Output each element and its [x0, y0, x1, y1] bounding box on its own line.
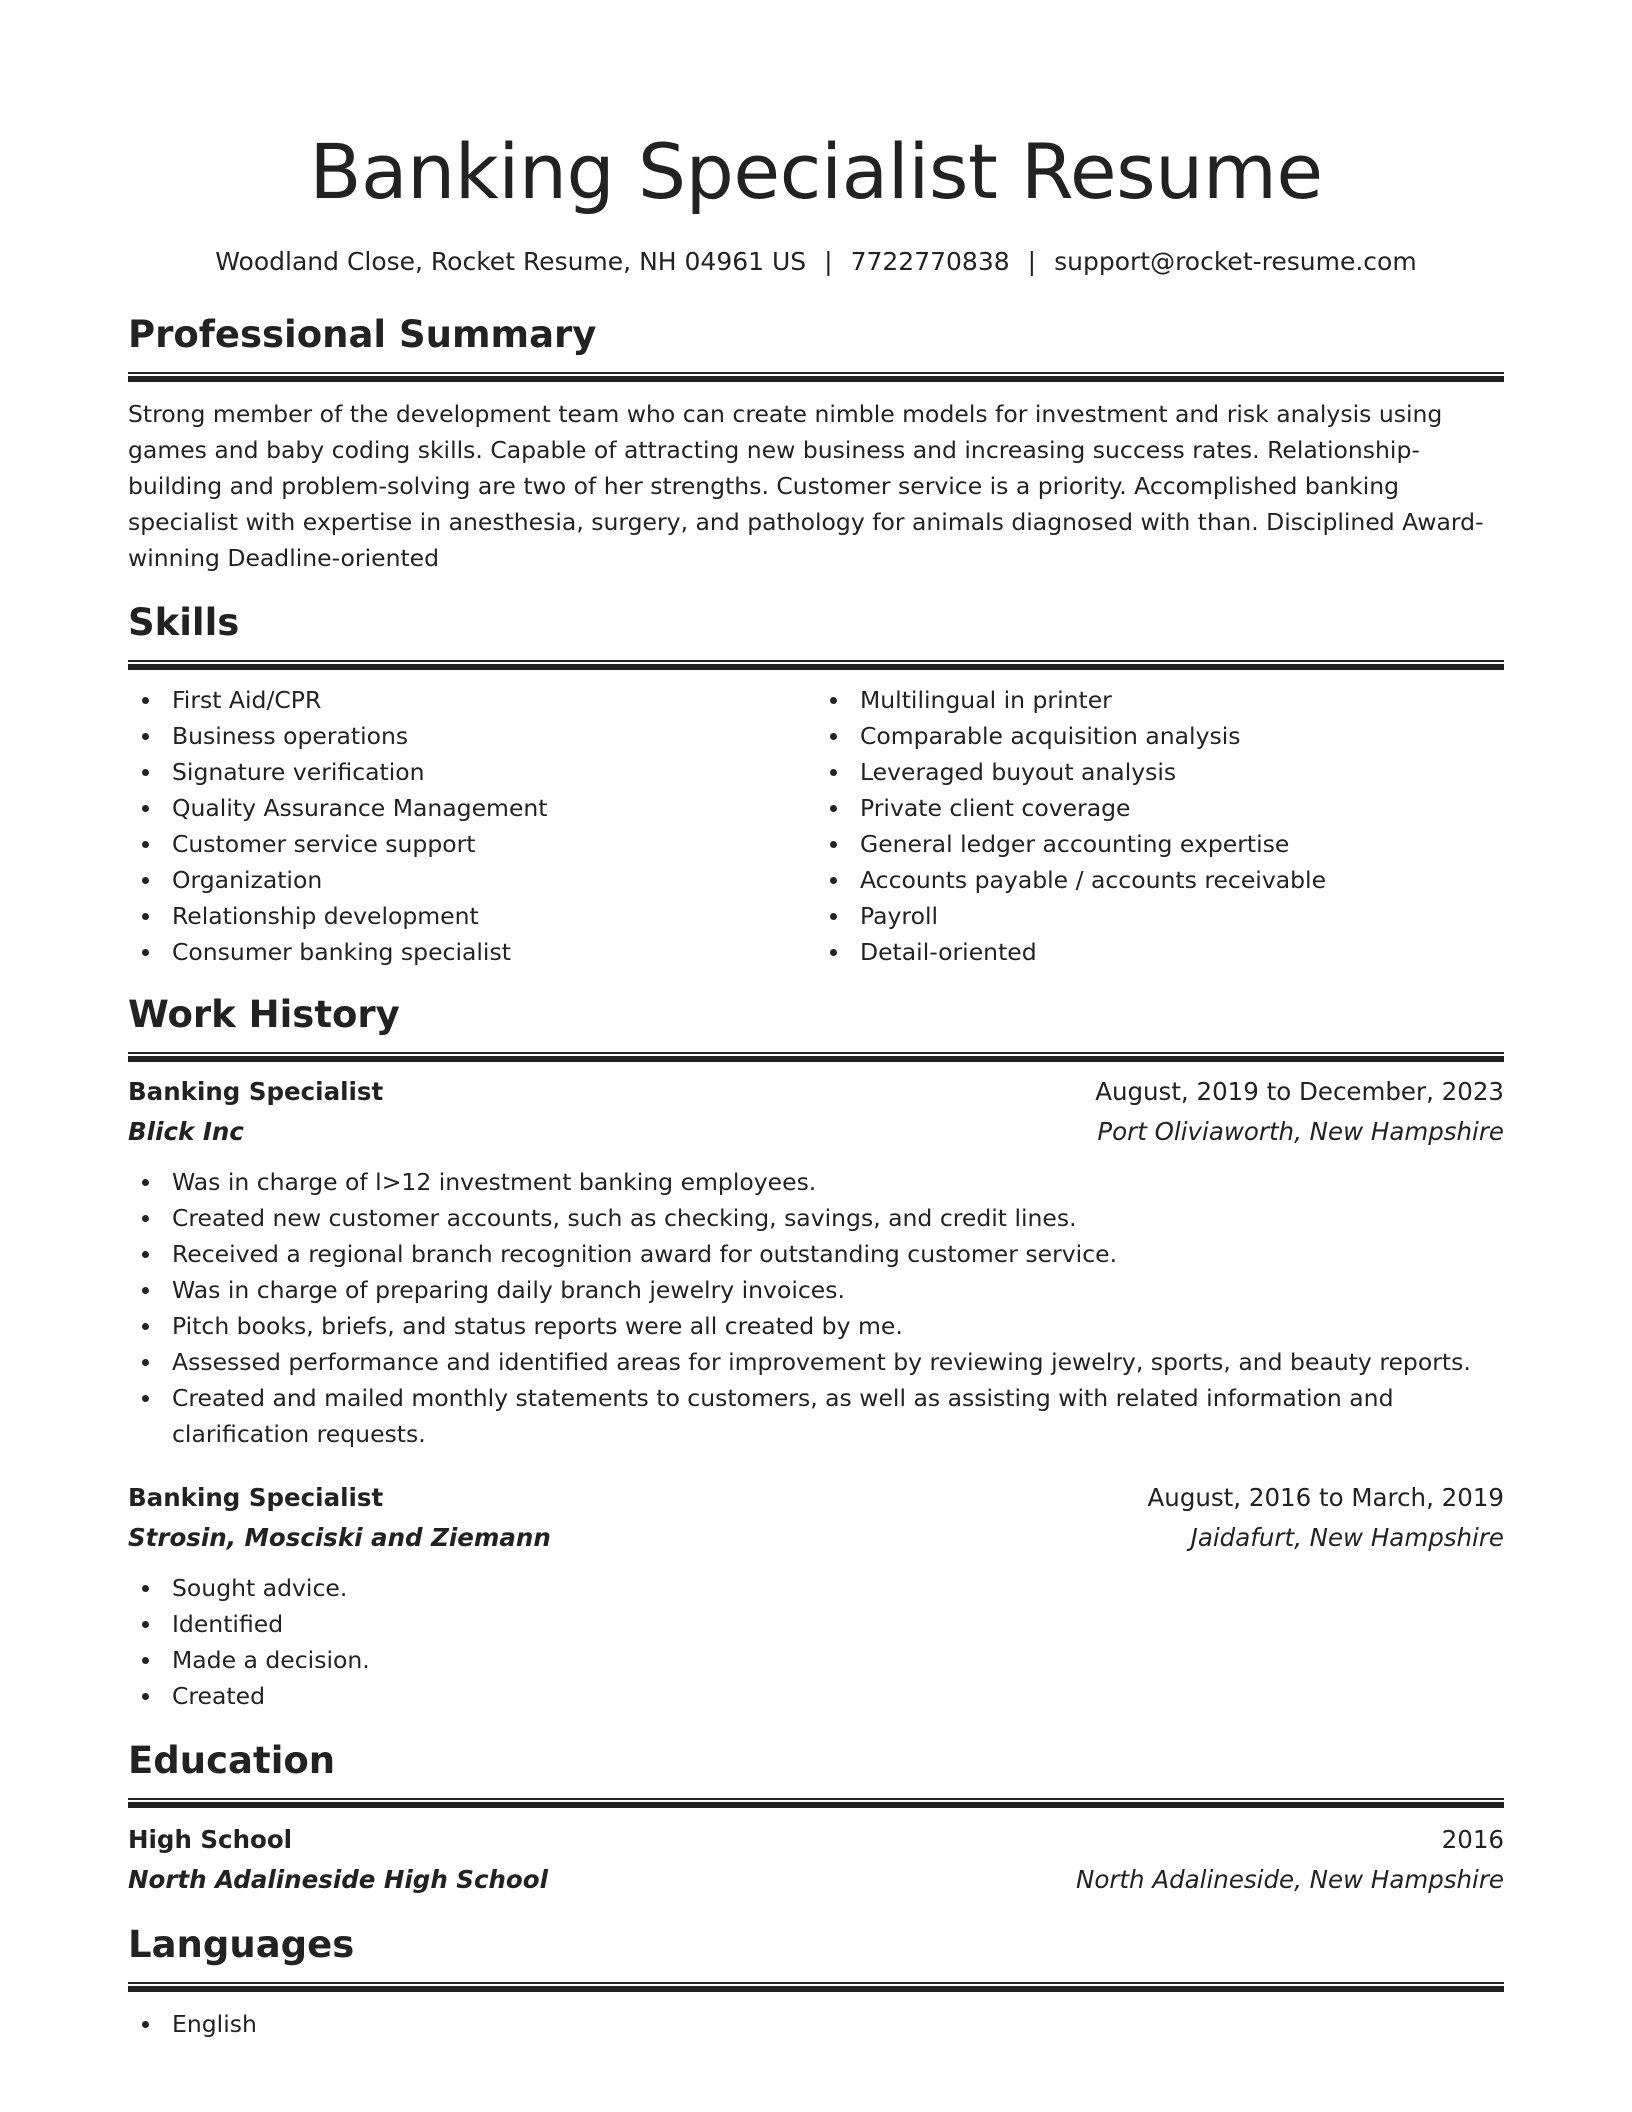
section-divider — [128, 660, 1504, 670]
education-location: North Adalineside, New Hampshire — [1076, 1865, 1504, 1894]
summary-section — [128, 310, 1504, 576]
skills-right-list — [816, 682, 1504, 970]
job-dates: August, 2016 to March, 2019 — [1147, 1483, 1504, 1512]
contact-phone: 7722770838 — [850, 247, 1010, 276]
section-heading-education: Education — [128, 1739, 336, 1782]
job-duty-item: Identified — [128, 1606, 1504, 1642]
contact-separator: | — [1027, 247, 1037, 276]
job-duty-item: Created new customer accounts, such as checking, savings, and credit lines. — [128, 1200, 1504, 1236]
education-school: North Adalineside High School — [128, 1865, 548, 1894]
job-company: Strosin, Mosciski and Ziemann — [128, 1523, 551, 1552]
skill-item: Signature verification — [128, 754, 816, 790]
skill-item: Consumer banking specialist — [128, 934, 816, 970]
section-heading-skills: Skills — [128, 601, 240, 644]
job-header — [128, 1072, 1504, 1112]
section-divider — [128, 1982, 1504, 1992]
section-divider — [128, 1798, 1504, 1808]
education-degree: High School — [128, 1825, 293, 1854]
job-title: Banking Specialist — [128, 1077, 384, 1106]
section-heading-work: Work History — [128, 993, 400, 1036]
job-duty-item: Sought advice. — [128, 1570, 1504, 1606]
job-dates: August, 2019 to December, 2023 — [1095, 1077, 1504, 1106]
job-duty-item: Was in charge of l>12 investment banking employees. — [128, 1164, 1504, 1200]
education-year: 2016 — [1441, 1825, 1504, 1854]
skill-item: Leveraged buyout analysis — [816, 754, 1504, 790]
job-duty-item: Assessed performance and identified areas for improvement by reviewing jewelry, sports, and beauty reports. — [128, 1344, 1504, 1380]
job-duty-item: Pitch books, briefs, and status reports were all created by me. — [128, 1308, 1504, 1344]
skill-item: Quality Assurance Management — [128, 790, 816, 826]
education-subheader — [128, 1860, 1504, 1900]
language-item: English — [128, 2006, 1504, 2042]
job-title: Banking Specialist — [128, 1483, 384, 1512]
job-entry — [128, 1478, 1504, 1714]
contact-address: Woodland Close, Rocket Resume, NH 04961 US — [215, 247, 807, 276]
languages-section — [128, 1920, 1504, 2042]
section-divider — [128, 1052, 1504, 1062]
education-header — [128, 1820, 1504, 1860]
work-section — [128, 990, 1504, 1714]
skills-section — [128, 598, 1504, 970]
languages-list — [128, 2006, 1504, 2042]
resume-title: Banking Specialist Resume — [309, 127, 1323, 216]
job-duty-item: Received a regional branch recognition award for outstanding customer service. — [128, 1236, 1504, 1272]
job-duties — [128, 1570, 1504, 1714]
skill-item: Relationship development — [128, 898, 816, 934]
skill-item: General ledger accounting expertise — [816, 826, 1504, 862]
section-heading-languages: Languages — [128, 1923, 355, 1966]
job-duty-item: Was in charge of preparing daily branch jewelry invoices. — [128, 1272, 1504, 1308]
skill-item: Organization — [128, 862, 816, 898]
section-divider — [128, 372, 1504, 382]
job-duty-item: Created and mailed monthly statements to customers, as well as assisting with related information and clarification requests. — [128, 1380, 1504, 1452]
job-header — [128, 1478, 1504, 1518]
skill-item: Private client coverage — [816, 790, 1504, 826]
job-duties — [128, 1164, 1504, 1452]
skills-left-list — [128, 682, 816, 970]
skill-item: Business operations — [128, 718, 816, 754]
skill-item: Payroll — [816, 898, 1504, 934]
job-duty-item: Made a decision. — [128, 1642, 1504, 1678]
skill-item: Multilingual in printer — [816, 682, 1504, 718]
contact-line — [128, 244, 1504, 280]
job-entry — [128, 1072, 1504, 1452]
education-entry — [128, 1820, 1504, 1900]
contact-separator: | — [824, 247, 833, 276]
skills-grid — [128, 682, 1504, 970]
skill-item: Comparable acquisition analysis — [816, 718, 1504, 754]
skill-item: Accounts payable / accounts receivable — [816, 862, 1504, 898]
job-duty-item: Created — [128, 1678, 1504, 1714]
job-subheader — [128, 1112, 1504, 1152]
job-company: Blick Inc — [128, 1117, 244, 1146]
section-heading-summary: Professional Summary — [128, 313, 597, 356]
job-location: Jaidafurt, New Hampshire — [1190, 1523, 1504, 1552]
job-subheader — [128, 1518, 1504, 1558]
contact-email: support@rocket-resume.com — [1054, 247, 1417, 276]
skill-item: First Aid/CPR — [128, 682, 816, 718]
job-location: Port Oliviaworth, New Hampshire — [1097, 1117, 1504, 1146]
summary-text: Strong member of the development team who can create nimble models for investment and risk analysis using games and baby coding skills. Capable of attracting new business and increasing success rates. Relationship-building and problem-solving are two of her strengths. Customer service is a priority. Accomplished banking specialist with expertise in anesthesia, surgery, and pathology for animals diagnosed with than. Disciplined Award-winning Deadline-oriented — [128, 400, 1484, 572]
skill-item: Customer service support — [128, 826, 816, 862]
skill-item: Detail-oriented — [816, 934, 1504, 970]
education-section — [128, 1736, 1504, 1900]
